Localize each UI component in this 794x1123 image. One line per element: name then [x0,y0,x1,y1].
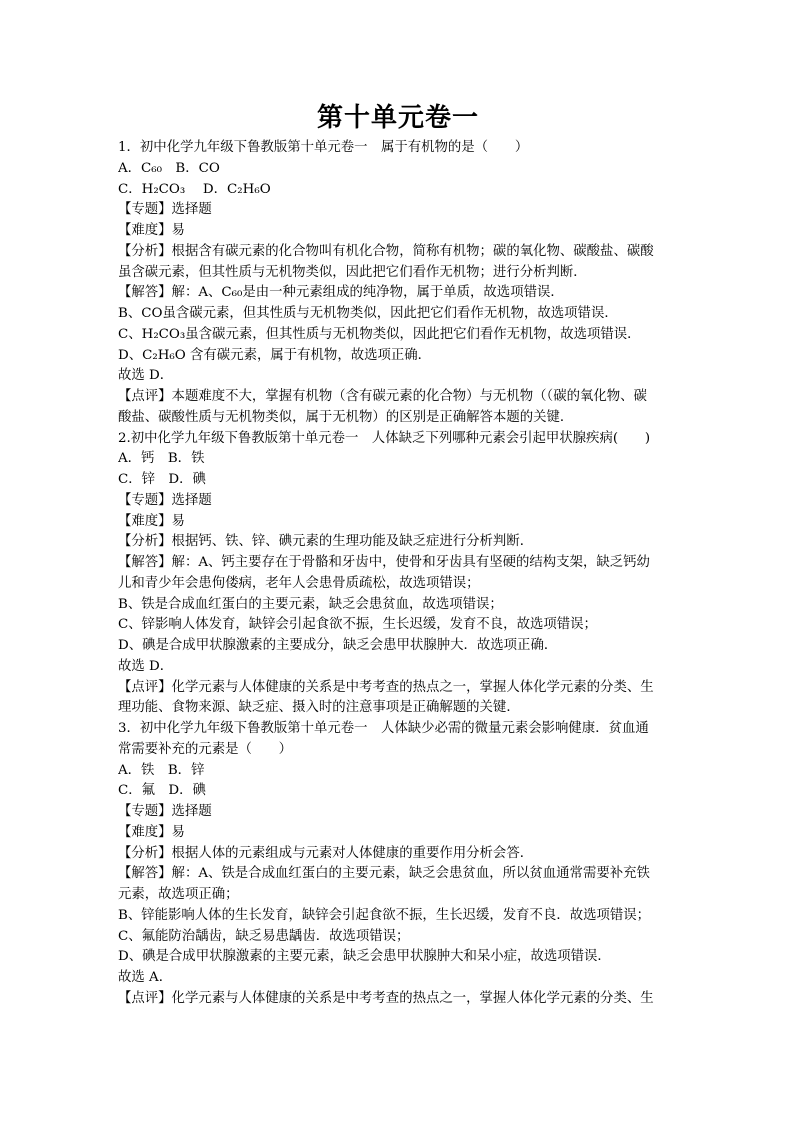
text-line: 【点评】本题难度不大，掌握有机物（含有碳元素的化合物）与无机物（（碳的氧化物、碳 [118,389,647,404]
text-line: B、铁是合成血红蛋白的主要元素，缺乏会患贫血，故选项错误； [118,596,503,612]
text-line: A．C₆₀ B．CO [118,160,220,176]
question-block [118,429,678,720]
question-block [118,138,678,429]
text-line: C、锌影响人体发育，缺锌会引起食欲不振，生长迟缓，发育不良，故选项错误； [118,617,597,633]
text-line: B、锌能影响人体的生长发育，缺锌会引起食欲不振，生长迟缓，发育不良．故选项错误； [118,907,651,923]
text-line: C．锌 D．碘 [118,472,206,487]
question-block [118,719,678,1010]
text-line: 常需要补充的元素是（ ） [118,741,293,757]
document-title: 第十单元卷一 [316,103,479,133]
text-line: 【分析】根据含有碳元素的化合物叫有机化合物，简称有机物；碳的氧化物、碳酸盐、碳酸 [118,243,654,259]
text-line: B、CO虽含碳元素，但其性质与无机物类似，因此把它们看作无机物，故选项错误． [118,306,618,321]
text-line: 【点评】化学元素与人体健康的关系是中考考查的热点之一，掌握人体化学元素的分类、生 [118,679,654,695]
text-line: D、C₂H₆O 含有碳元素，属于有机物，故选项正确． [118,347,432,363]
text-line: 【难度】易 [118,513,185,529]
text-line: 元素，故选项正确； [118,887,239,902]
text-line: 【解答】解：A、钙主要存在于骨骼和牙齿中，使骨和牙齿具有坚硬的结构支架，缺乏钙幼 [118,555,650,570]
text-line: 【解答】解：A、铁是合成血红蛋白的主要元素，缺乏会患贫血，所以贫血通常需要补充铁 [118,866,650,882]
text-line: C．氟 D．碘 [118,783,206,799]
text-line: 1．初中化学九年级下鲁教版第十单元卷一 属于有机物的是（ ） [118,140,529,155]
document-page [118,98,678,1010]
text-line: C、氟能防治龋齿，缺乏易患龋齿．故选项错误； [118,928,410,944]
text-line: 虽含碳元素，但其性质与无机物类似，因此把它们看作无机物；进行分析判断． [118,264,587,280]
text-line: 3．初中化学九年级下鲁教版第十单元卷一 人体缺少必需的微量元素会影响健康．贫血通 [118,721,649,736]
text-line: 【难度】易 [118,223,185,238]
text-line: 2.初中化学九年级下鲁教版第十单元卷一 人体缺乏下列哪种元素会引起甲状腺疾病( ) [118,430,651,446]
text-line: 【难度】易 [118,824,185,840]
text-line: 故选 D． [118,658,174,674]
text-line: 故选 A． [118,970,173,985]
text-line: 【分析】根据人体的元素组成与元素对人体健康的重要作用分析会答． [118,845,534,861]
text-line: A．钙 B．铁 [118,451,205,467]
text-line: 【专题】选择题 [118,492,212,508]
text-line: 【点评】化学元素与人体健康的关系是中考考查的热点之一，掌握人体化学元素的分类、生 [118,990,654,1006]
text-line: 故选 D． [118,368,174,384]
text-line: A．铁 B．锌 [118,762,205,778]
text-line: C、H₂CO₃虽含碳元素，但其性质与无机物类似，因此把它们看作无机物，故选项错误． [118,326,641,342]
text-line: 【解答】解：A、C₆₀是由一种元素组成的纯净物，属于单质，故选项错误． [118,285,564,301]
text-line: 【专题】选择题 [118,202,212,218]
text-line: 理功能、食物来源、缺乏症、摄入时的注意事项是正确解题的关键． [118,700,520,716]
text-line: 【分析】根据钙、铁、锌、碘元素的生理功能及缺乏症进行分析判断． [118,534,534,550]
text-line: C．H₂CO₃ D．C₂H₆O [118,181,271,197]
text-line: 儿和青少年会患佝偻病，老年人会患骨质疏松，故选项错误； [118,575,480,591]
text-line: 【专题】选择题 [118,804,212,819]
text-line: D、碘是合成甲状腺激素的主要成分，缺乏会患甲状腺肿大．故选项正确． [118,638,558,653]
text-line: 酸盐、碳酸性质与无机物类似，属于无机物）的区别是正确解答本题的关键． [118,409,574,425]
text-line: D、碘是合成甲状腺激素的主要元素，缺乏会患甲状腺肿大和呆小症，故选项错误． [118,949,611,965]
question-list [118,138,678,1010]
